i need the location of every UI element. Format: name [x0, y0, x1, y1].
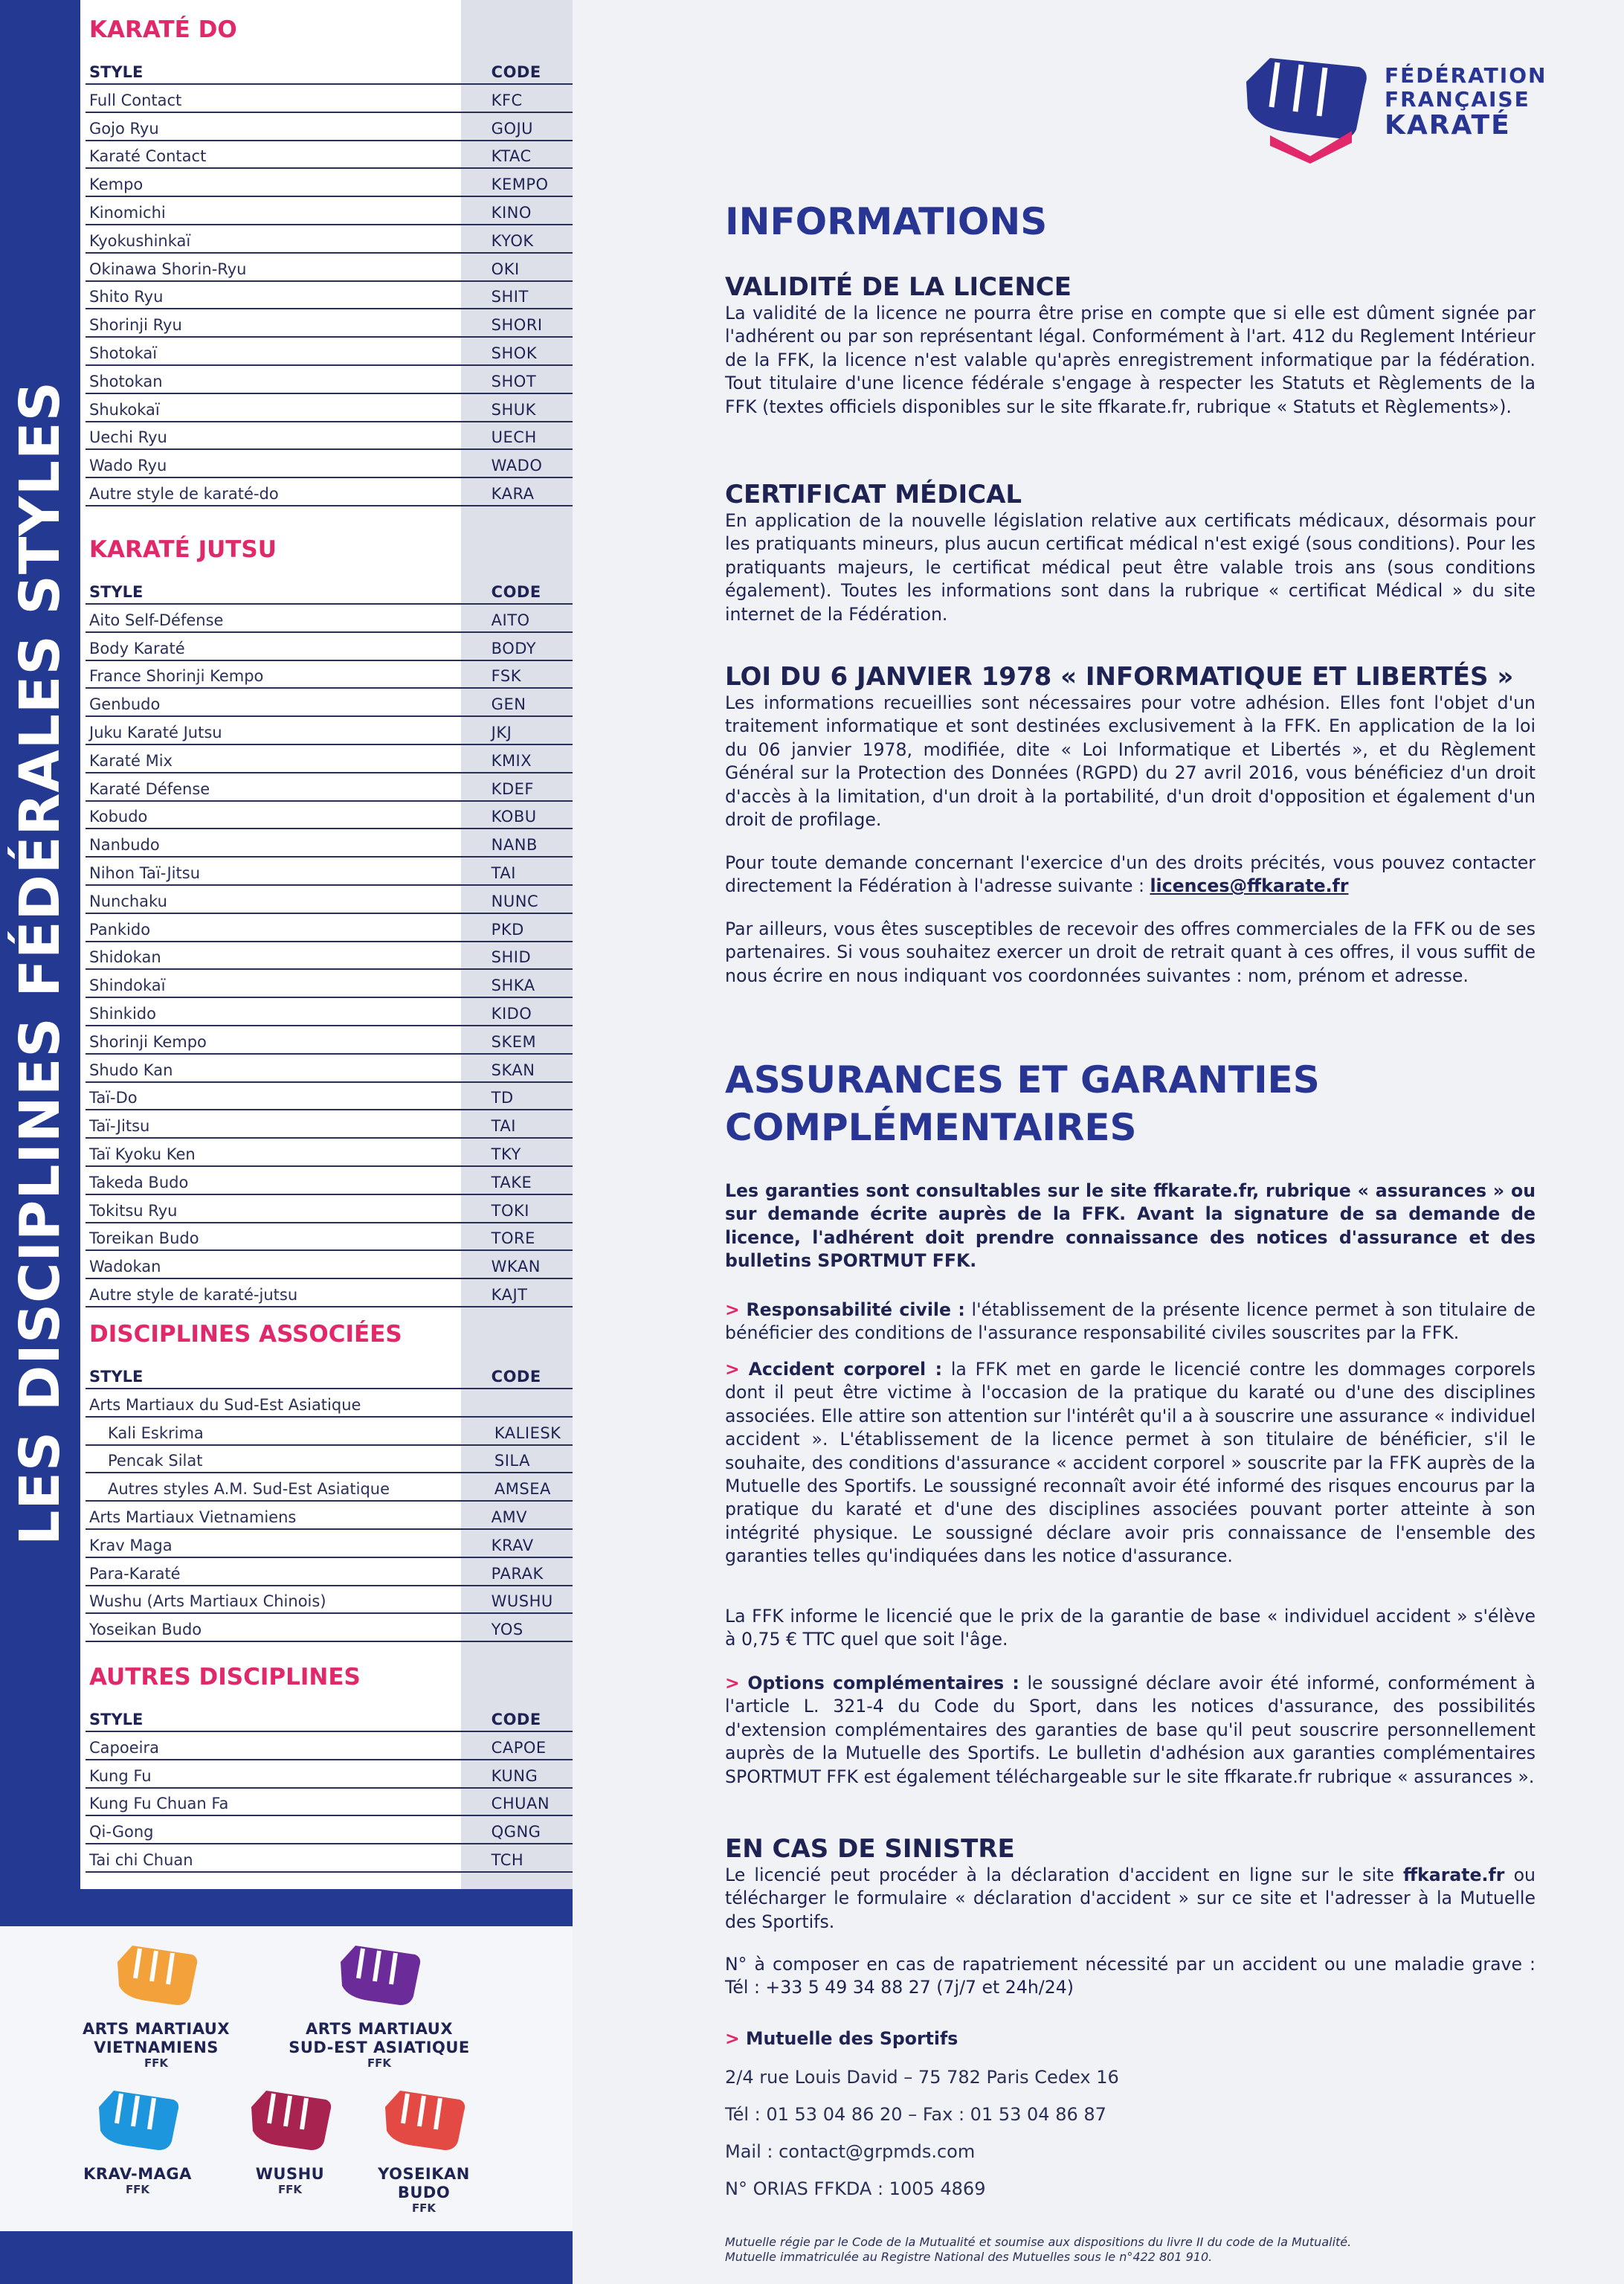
code-cell: AMSEA — [494, 1480, 551, 1499]
fist-icon — [110, 1941, 202, 2016]
code-cell: TD — [491, 1089, 514, 1107]
loi-title: LOI DU 6 JANVIER 1978 « INFORMATIQUE ET LIBERTÉS » — [725, 662, 1514, 692]
table-row — [86, 1279, 573, 1307]
table-row — [86, 1558, 573, 1586]
style-cell: Yoseikan Budo — [89, 1621, 202, 1639]
style-cell: Tokitsu Ryu — [89, 1201, 178, 1220]
logo-name: WUSHU — [255, 2165, 325, 2183]
style-cell: Nanbudo — [89, 836, 160, 855]
mutuelle-phone: Tél : 01 53 04 86 20 – Fax : 01 53 04 86 87 — [725, 2104, 1106, 2125]
ac-lead: Accident corporel : — [748, 1359, 943, 1380]
mutuelle-title: Mutuelle des Sportifs — [746, 2028, 958, 2049]
licences-email-link[interactable]: licences@ffkarate.fr — [1150, 875, 1349, 897]
style-cell: Wadokan — [89, 1258, 161, 1276]
style-cell: Shorinji Kempo — [89, 1032, 207, 1051]
style-cell: Autres styles A.M. Sud-Est Asiatique — [108, 1480, 390, 1499]
code-cell: OKI — [491, 260, 520, 278]
table-row — [86, 858, 573, 886]
loi-text-1: Les informations recueillies sont nécessaires pour votre adhésion. Elles font l'objet d'un traitement informatique et sont destinées exclusivement à la FFK. En application de la loi du 06 janvier 1978, modifiée, dite « Loi Informatique et Libertés », et du Règlement Général sur la Protection des Données (RGPD) du 27 avril 2016, vous bénéficiez d'un droit d'accès à la limitation, d'un droit à la portabilité, d'un droit d'opposition et également d'un droit de profilage. — [725, 692, 1536, 831]
style-cell: Kung Fu — [89, 1766, 152, 1785]
code-cell: TAKE — [491, 1173, 532, 1191]
code-cell: TORE — [491, 1229, 535, 1248]
style-cell: Shukokaï — [89, 400, 160, 419]
style-cell: Juku Karaté Jutsu — [89, 723, 222, 742]
arrow-bullet: > — [725, 2028, 740, 2049]
arrow-bullet: > — [725, 1359, 740, 1380]
sidebar-band — [0, 0, 80, 1926]
code-cell: AITO — [491, 611, 530, 629]
table-row — [86, 689, 573, 717]
table-row — [86, 1195, 573, 1223]
logo-yoseikan-budo — [357, 2086, 491, 2215]
table-row — [86, 394, 573, 422]
sinistre-title: EN CAS DE SINISTRE — [725, 1834, 1015, 1864]
code-cell: KFC — [491, 91, 523, 109]
table-row — [86, 1816, 573, 1844]
style-column-header: STYLE — [89, 1368, 144, 1386]
logo-sub: FFK — [277, 2183, 303, 2196]
logo-arts-martiaux-sud-est-asiatique — [275, 1941, 483, 2070]
logo-name-line2: SUD-EST ASIATIQUE — [289, 2039, 470, 2056]
sinistre-text-1b: ou télécharger le formulaire « déclaration d'accident » sur ce site et l'adresser à la Mutuelle des Sportifs. — [725, 1865, 1536, 1932]
loi-text-3: Par ailleurs, vous êtes susceptibles de recevoir des offres commerciales de la FFK ou de ses partenaires. Si vous souhaitez exercer un droit de retrait quant à ces offres, il vous suffit de nous écrire en nous indiquant vos coordonnées suivantes : nom, prénom et adresse. — [725, 919, 1536, 986]
mutuelle-orias: N° ORIAS FFKDA : 1005 4869 — [725, 2178, 986, 2199]
assurances-title-line2: COMPLÉMENTAIRES — [725, 1106, 1137, 1149]
code-cell: KARA — [491, 484, 535, 503]
code-column-header: CODE — [491, 1368, 541, 1386]
code-cell: PKD — [491, 920, 524, 939]
code-cell: QGNG — [491, 1823, 541, 1841]
table-row — [86, 886, 573, 914]
assurances-title-line1: ASSURANCES ET GARANTIES — [725, 1058, 1320, 1101]
arrow-bullet: > — [725, 1673, 740, 1693]
fist-icon — [244, 2086, 336, 2161]
table-row — [86, 450, 573, 478]
code-cell: NANB — [491, 836, 538, 855]
style-cell: Shotokaï — [89, 344, 158, 362]
code-cell: UECH — [491, 428, 537, 447]
table-section — [86, 1653, 573, 1873]
style-cell: Taï-Do — [89, 1089, 138, 1107]
informations-section — [725, 198, 1536, 245]
code-cell: YOS — [491, 1621, 523, 1639]
code-cell: TOKI — [491, 1201, 529, 1220]
table-row — [86, 338, 573, 366]
section-title: KARATÉ DO — [89, 16, 237, 43]
style-cell: Karaté Contact — [89, 147, 207, 166]
table-row — [86, 309, 573, 338]
code-cell: GOJU — [491, 119, 534, 138]
loi-text-2 — [725, 852, 1536, 898]
style-cell: Body Karaté — [89, 639, 185, 657]
code-cell: AMV — [491, 1508, 528, 1526]
table-row — [86, 605, 573, 633]
sinistre-text-1 — [725, 1864, 1536, 1934]
code-cell: NUNC — [491, 892, 539, 910]
style-cell: Kempo — [89, 176, 144, 194]
code-column-header: CODE — [491, 63, 541, 81]
code-cell: KEMPO — [491, 176, 549, 194]
table-row — [86, 225, 573, 254]
code-cell: KOBU — [491, 808, 537, 826]
style-cell: Karaté Défense — [89, 779, 210, 798]
bottom-band — [0, 2231, 573, 2284]
table-row — [86, 1502, 573, 1530]
code-cell: PARAK — [491, 1564, 544, 1583]
ac-body: la FFK met en garde le licencié contre les dommages corporels dont il peut être victime à l'occasion de la pratique du karaté ou d'une des disciplines associées. Elle attire son attention sur l'intérêt qu'il a à souscrire une assurance « individuel accident ». L'établissement de la licence permet à son titulaire de bénéficier, s'il le souhaite, des conditions d'assurance « accident corporel » souscrite par la FFK auprès de la Mutuelle des Sportifs. Le soussigné reconnaît avoir été informé des risques encourus par la pratique du karaté et d'une des disciplines associées pouvant porter atteinte à son intégrité physique. Le soussigné déclare avoir pris connaissance de l'ensemble des garanties telles qu'indiquées dans les notice d'assurance. — [725, 1359, 1536, 1567]
logo-arts-martiaux-vietnamiens — [67, 1941, 245, 2070]
code-cell: CHUAN — [491, 1795, 550, 1813]
logo-name-line2: BUDO — [397, 2184, 451, 2201]
table-row — [86, 829, 573, 858]
style-cell: Uechi Ryu — [89, 428, 167, 447]
table-row — [86, 1055, 573, 1083]
table-row — [86, 970, 573, 998]
certificat-text: En application de la nouvelle législation relative aux certificats médicaux, désormais pour les pratiquants mineurs, plus aucun certificat médical n'est exigé (sous conditions). Pour les pratiquants majeurs, le certificat médical peut être valable trois ans (sous conditions également). Toutes les informations sont dans la rubrique « certificat Médical » du site internet de la Fédération. — [725, 510, 1536, 625]
table-row — [86, 998, 573, 1026]
ac-text — [725, 1358, 1536, 1569]
style-cell: Toreikan Budo — [89, 1229, 199, 1248]
table-row — [86, 254, 573, 282]
code-cell: KDEF — [491, 779, 534, 798]
table-row — [86, 1026, 573, 1055]
style-cell: Kinomichi — [89, 203, 166, 222]
table-row — [86, 1083, 573, 1111]
responsabilite-civile — [725, 1299, 1536, 1345]
prix-garantie — [725, 1605, 1536, 1652]
style-cell: Shidokan — [89, 948, 161, 967]
style-cell: Tai chi Chuan — [89, 1850, 193, 1869]
code-cell: SKEM — [491, 1032, 537, 1051]
style-cell: Para-Karaté — [89, 1564, 181, 1583]
table-row — [86, 141, 573, 170]
footnote-1: Mutuelle régie par le Code de la Mutualité et soumise aux dispositions du livre II du code de la Mutualité. — [725, 2235, 1352, 2249]
style-cell: Gojo Ryu — [89, 119, 159, 138]
loi-text-2-body: Pour toute demande concernant l'exercice d'un des droits précités, vous pouvez contacter directement la Fédération à l'adresse suivante : — [725, 852, 1536, 897]
validite-title: VALIDITÉ DE LA LICENCE — [725, 272, 1072, 302]
style-cell: Full Contact — [89, 91, 182, 109]
table-row — [86, 802, 573, 830]
table-row — [86, 717, 573, 745]
logo-sub: FFK — [125, 2183, 150, 2196]
style-cell: Nihon Taï-Jitsu — [89, 863, 200, 882]
table-row — [86, 745, 573, 773]
code-cell: BODY — [491, 639, 537, 657]
ffkarate-site-link[interactable]: ffkarate.fr — [1403, 1865, 1505, 1885]
code-cell: KINO — [491, 203, 532, 222]
style-cell: Nunchaku — [89, 892, 167, 910]
rc-body: l'établissement de la présente licence permet à son titulaire de bénéficier des conditions de l'assurance responsabilité civiles souscrites par la FFK. — [725, 1299, 1536, 1344]
validite-text: La validité de la licence ne pourra être prise en compte que si elle est dûment signée par l'adhérent ou par son représentant légal. Conformément à l'art. 412 du Reglement Intérieur de la FFK, la licence n'est valable qu'après enregistrement informatique par la fédération. Tout titulaire d'une licence fédérale s'engage à respecter les Statuts et Règlements de la FFK (textes officiels disponibles sur le site ffkarate.fr, rubrique « Statuts et Règlements»). — [725, 303, 1536, 417]
style-cell: Takeda Budo — [89, 1173, 189, 1191]
certificat-section — [725, 480, 1536, 626]
logo-name: ARTS MARTIAUX — [305, 2020, 454, 2038]
code-cell: KAJT — [491, 1285, 528, 1304]
logo-name: ARTS MARTIAUX — [82, 2020, 231, 2038]
logo-name: KRAV-MAGA — [83, 2165, 192, 2183]
table-row — [86, 1223, 573, 1252]
logo-name: YOSEIKAN — [378, 2165, 470, 2183]
table-row — [86, 1389, 573, 1418]
table-row — [86, 1473, 573, 1502]
mutuelle-details — [725, 2066, 1536, 2200]
table-section — [86, 6, 573, 506]
table-section — [86, 526, 573, 1307]
panel-bottom-band — [80, 1889, 573, 1926]
style-cell: Kyokushinkaï — [89, 231, 191, 250]
code-cell: TAI — [491, 863, 516, 882]
table-row — [86, 1530, 573, 1558]
sinistre-section — [725, 1834, 1536, 1934]
code-cell: WKAN — [491, 1258, 541, 1276]
logo-line2: FRANÇAISE — [1385, 87, 1530, 112]
rc-text — [725, 1299, 1536, 1345]
style-column-header: STYLE — [89, 63, 144, 81]
logo-wushu — [223, 2086, 357, 2196]
logo-sub: FFK — [411, 2201, 436, 2215]
style-cell: Arts Martiaux du Sud-Est Asiatique — [89, 1395, 361, 1414]
style-column-header: STYLE — [89, 1711, 144, 1728]
table-row — [86, 1586, 573, 1615]
code-cell: SHOK — [491, 344, 538, 362]
table-row — [86, 914, 573, 942]
table-header — [86, 54, 573, 85]
code-cell: KMIX — [491, 751, 532, 770]
logo-sub: FFK — [367, 2056, 392, 2070]
table-row — [86, 113, 573, 141]
code-cell: SHORI — [491, 316, 543, 335]
fist-icon — [333, 1941, 425, 2016]
table-row — [86, 85, 573, 113]
code-cell: SHOT — [491, 372, 537, 390]
logo-sub: FFK — [144, 2056, 169, 2070]
style-cell: Kung Fu Chuan Fa — [89, 1795, 229, 1813]
fist-icon — [91, 2086, 184, 2161]
style-cell: Capoeira — [89, 1738, 159, 1757]
code-cell: KYOK — [491, 231, 534, 250]
informations-title: INFORMATIONS — [725, 200, 1048, 243]
style-cell: France Shorinji Kempo — [89, 667, 264, 686]
code-cell: SHKA — [491, 977, 535, 995]
discipline-logos — [0, 1926, 573, 2231]
style-cell: Qi-Gong — [89, 1823, 154, 1841]
code-cell: CAPOE — [491, 1738, 547, 1757]
style-cell: Shorinji Ryu — [89, 316, 182, 335]
section-title: DISCIPLINES ASSOCIÉES — [89, 1321, 402, 1348]
mutuelle-mail[interactable]: Mail : contact@grpmds.com — [725, 2141, 976, 2162]
code-cell: TCH — [491, 1850, 524, 1869]
style-cell: Wushu (Arts Martiaux Chinois) — [89, 1592, 326, 1611]
style-cell: Shindokaï — [89, 977, 166, 995]
oc-text — [725, 1672, 1536, 1789]
table-row — [86, 1110, 573, 1139]
table-section — [86, 1310, 573, 1642]
table-row — [86, 633, 573, 661]
style-cell: Taï-Jitsu — [89, 1117, 150, 1136]
style-cell: Okinawa Shorin-Ryu — [89, 260, 247, 278]
table-header — [86, 573, 573, 605]
style-column-header: STYLE — [89, 583, 144, 601]
table-row — [86, 366, 573, 394]
table-row — [86, 478, 573, 506]
code-cell: TKY — [491, 1145, 521, 1163]
style-cell: Autre style de karaté-do — [89, 484, 279, 503]
code-cell: GEN — [491, 695, 526, 714]
loi-contact — [725, 852, 1536, 898]
federation-logo-text — [1385, 64, 1547, 140]
assurances-intro — [725, 1180, 1536, 1273]
options-complementaires — [725, 1672, 1536, 1789]
table-row — [86, 1167, 573, 1195]
table-row — [86, 197, 573, 225]
rc-lead: Responsabilité civile : — [746, 1299, 965, 1320]
rapatriement — [725, 1953, 1536, 2000]
footnote-2: Mutuelle immatriculée au Registre National des Mutuelles sous le n°422 801 910. — [725, 2250, 1213, 2264]
code-cell: JKJ — [491, 723, 512, 742]
code-cell: SHUK — [491, 400, 536, 419]
table-row — [86, 1760, 573, 1789]
table-row — [86, 1251, 573, 1279]
logo-line1: FÉDÉRATION — [1385, 63, 1547, 88]
certificat-title: CERTIFICAT MÉDICAL — [725, 480, 1022, 509]
code-column-header: CODE — [491, 1711, 541, 1728]
style-cell: Kali Eskrima — [108, 1424, 204, 1442]
code-cell: TAI — [491, 1117, 516, 1136]
table-row — [86, 773, 573, 802]
code-cell: KALIESK — [494, 1424, 561, 1442]
table-row — [86, 1844, 573, 1873]
style-cell: Pencak Silat — [108, 1452, 203, 1470]
style-cell: Taï Kyoku Ken — [89, 1145, 196, 1163]
loi-section — [725, 662, 1536, 831]
code-column-header: CODE — [491, 583, 541, 601]
style-cell: Shito Ryu — [89, 288, 164, 306]
style-cell: Karaté Mix — [89, 751, 173, 770]
table-row — [86, 282, 573, 310]
style-cell: Wado Ryu — [89, 457, 167, 475]
table-row — [86, 942, 573, 971]
code-cell: SILA — [494, 1452, 530, 1470]
logo-line3: KARATÉ — [1385, 110, 1511, 141]
code-cell: WADO — [491, 457, 543, 475]
table-row — [86, 1789, 573, 1817]
rapatriement-text: N° à composer en cas de rapatriement nécessité par un accident ou une maladie grave : Tél : +33 5 49 34 88 27 (7j/7 et 24h/24) — [725, 1954, 1536, 1998]
mutuelle-address: 2/4 rue Louis David – 75 782 Paris Cedex 16 — [725, 2067, 1119, 2088]
logo-name-line2: VIETNAMIENS — [94, 2039, 219, 2056]
style-cell: Kobudo — [89, 808, 148, 826]
table-header — [86, 1358, 573, 1389]
table-row — [86, 1732, 573, 1760]
loi-offres — [725, 918, 1536, 988]
style-cell: Genbudo — [89, 695, 161, 714]
style-cell: Autre style de karaté-jutsu — [89, 1285, 298, 1304]
mutuelle-title-line — [725, 2027, 1536, 2050]
footnotes — [725, 2235, 1536, 2265]
table-row — [86, 169, 573, 197]
assurances-section — [725, 1056, 1536, 1151]
code-cell: KIDO — [491, 1004, 532, 1023]
prix-text: La FFK informe le licencié que le prix de la garantie de base « individuel accident » s'élève à 0,75 € TTC quel que soit l'âge. — [725, 1606, 1536, 1650]
style-cell: Arts Martiaux Vietnamiens — [89, 1508, 297, 1526]
section-title: KARATÉ JUTSU — [89, 536, 277, 563]
accident-corporel — [725, 1358, 1536, 1569]
code-cell: WUSHU — [491, 1592, 553, 1611]
table-row — [86, 1446, 573, 1474]
style-cell: Krav Maga — [89, 1536, 173, 1554]
style-cell: Pankido — [89, 920, 151, 939]
style-cell: Shudo Kan — [89, 1061, 173, 1079]
style-cell: Shinkido — [89, 1004, 156, 1023]
oc-lead: Options complémentaires : — [747, 1673, 1019, 1693]
table-row — [86, 422, 573, 451]
sinistre-text-1a: Le licencié peut procéder à la déclaration d'accident en ligne sur le site — [725, 1865, 1403, 1885]
table-row — [86, 1614, 573, 1642]
table-row — [86, 1418, 573, 1446]
code-cell: KUNG — [491, 1766, 538, 1785]
assurances-intro-text: Les garanties sont consultables sur le site ffkarate.fr, rubrique « assurances » ou sur demande écrite auprès de la FFK. Avant la signature de sa demande de licence, l'adhérent doit prendre connaissance des notices d'assurance et des bulletins SPORTMUT FFK. — [725, 1180, 1536, 1272]
code-cell: SHIT — [491, 288, 529, 306]
style-cell: Shotokan — [89, 372, 163, 390]
mutuelle-contact — [725, 2027, 1536, 2050]
code-cell: FSK — [491, 667, 521, 686]
table-row — [86, 661, 573, 689]
vertical-page-title: LES DISCIPLINES FÉDÉRALES STYLES — [8, 381, 72, 1545]
logo-krav-maga — [63, 2086, 212, 2196]
code-cell: KTAC — [491, 147, 532, 166]
oc-body: le soussigné déclare avoir été informé, conformément à l'article L. 321-4 du Code du Sport, dans les notices d'assurance, des possibilités d'extension complémentaires des garanties de base qu'il peut souscrire personnellement auprès de la Mutuelle des Sportifs. Le bulletin d'adhésion aux garanties complémentaires SPORTMUT FFK est également téléchargeable sur le site ffkarate.fr rubrique « assurances ». — [725, 1673, 1536, 1787]
code-cell: KRAV — [491, 1536, 534, 1554]
table-header — [86, 1701, 573, 1732]
section-title: AUTRES DISCIPLINES — [89, 1664, 361, 1691]
table-row — [86, 1139, 573, 1167]
arrow-bullet: > — [725, 1299, 740, 1320]
style-cell: Aito Self-Défense — [89, 611, 224, 629]
validite-section — [725, 272, 1536, 419]
code-cell: SHID — [491, 948, 532, 967]
fist-icon — [378, 2086, 470, 2161]
code-cell: SKAN — [491, 1061, 535, 1079]
ffk-fist-logo-icon — [1240, 52, 1374, 164]
